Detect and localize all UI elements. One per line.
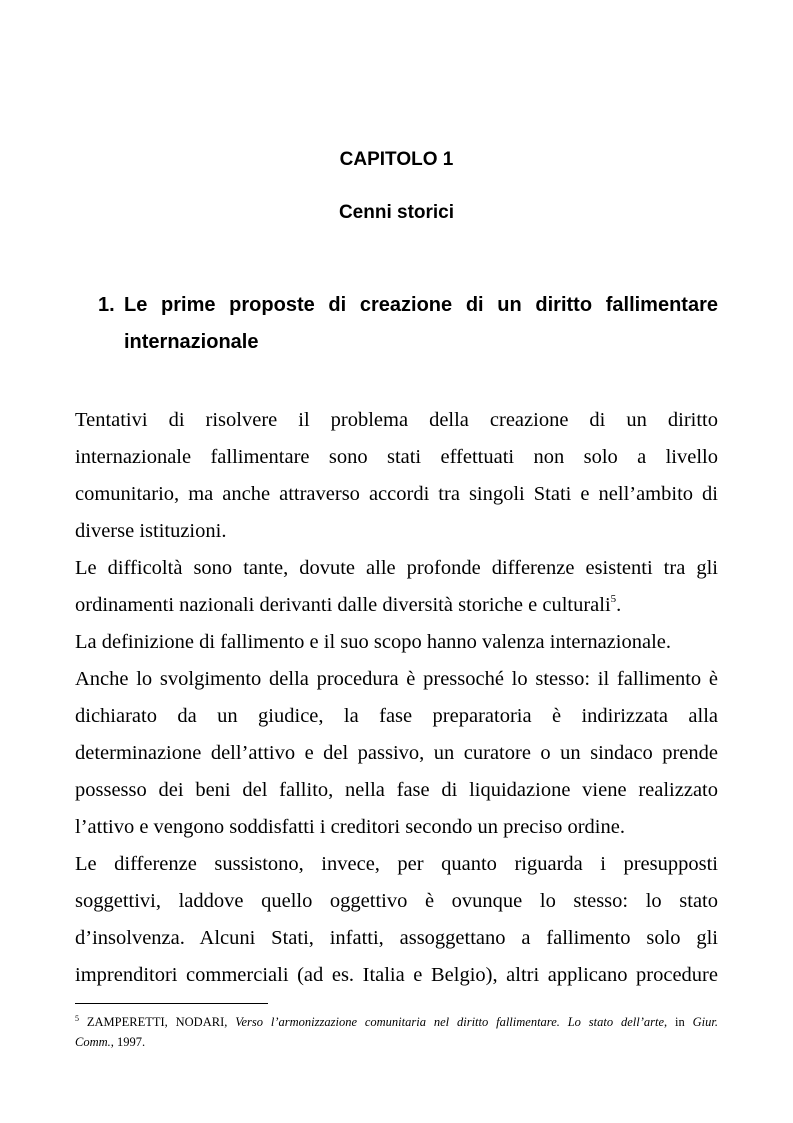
footnote-line2 [75, 1032, 718, 1052]
body-line-with-footnote [75, 587, 718, 624]
body-line: La definizione di fallimento e il suo scopo hanno valenza internazionale. [75, 631, 671, 653]
body-line: ordinamenti nazionali derivanti dalle diversità storiche e culturali [75, 594, 611, 616]
section-number: 1. [98, 294, 115, 316]
body-text [75, 402, 718, 994]
body-line: soggettivi, laddove quello oggettivo è ovunque lo stesso: lo stato [75, 890, 718, 912]
footnote-line1 [75, 1012, 718, 1032]
section-heading [98, 287, 718, 324]
footnote-marker: 5 [75, 1014, 79, 1023]
footnote-year: , 1997. [110, 1035, 146, 1049]
chapter-title: Cenni storici [338, 202, 455, 223]
body-line: comunitario, ma anche attraverso accordi tra singoli Stati e nell’ambito di [75, 483, 718, 505]
section-title-line2: internazionale [124, 331, 259, 353]
body-line: imprenditori commerciali (ad es. Italia e Belgio), altri applicano procedure [75, 964, 718, 986]
body-line: l’attivo e vengono soddisfatti i creditori secondo un preciso ordine. [75, 816, 625, 838]
body-line: Le difficoltà sono tante, dovute alle profonde differenze esistenti tra gli [75, 557, 718, 579]
footnote-journal-part2: Comm. [75, 1035, 111, 1049]
footnote-authors: ZAMPERETTI, NODARI, [79, 1015, 236, 1029]
body-line: determinazione dell’attivo e del passivo, un curatore o un sindaco prende [75, 742, 718, 764]
footnote-in: , in [664, 1015, 693, 1029]
section-title-line1: Le prime proposte di creazione di un diritto fallimentare [124, 294, 718, 316]
footnote-reference[interactable]: 5 [610, 593, 617, 605]
footnote-separator [75, 1003, 268, 1004]
body-line: internazionale fallimentare sono stati effettuati non solo a livello [75, 446, 718, 468]
chapter-number: CAPITOLO 1 [339, 149, 454, 170]
body-line: Tentativi di risolvere il problema della creazione di un diritto [75, 409, 718, 431]
body-line: dichiarato da un giudice, la fase preparatoria è indirizzata alla [75, 705, 718, 727]
footnote [75, 1012, 718, 1052]
footnote-ref-trailing: . [616, 594, 622, 616]
body-line: possesso dei beni del fallito, nella fase di liquidazione viene realizzato [75, 779, 718, 801]
body-line: diverse istituzioni. [75, 520, 227, 542]
footnote-title: Verso l’armonizzazione comunitaria nel diritto fallimentare. Lo stato dell’arte [235, 1015, 665, 1029]
body-line: Anche lo svolgimento della procedura è pressoché lo stesso: il fallimento è [75, 668, 718, 690]
footnote-journal-part1: Giur. [692, 1015, 718, 1029]
body-line: Le differenze sussistono, invece, per quanto riguarda i presupposti [75, 853, 718, 875]
body-line: d’insolvenza. Alcuni Stati, infatti, assoggettano a fallimento solo gli [75, 927, 718, 949]
